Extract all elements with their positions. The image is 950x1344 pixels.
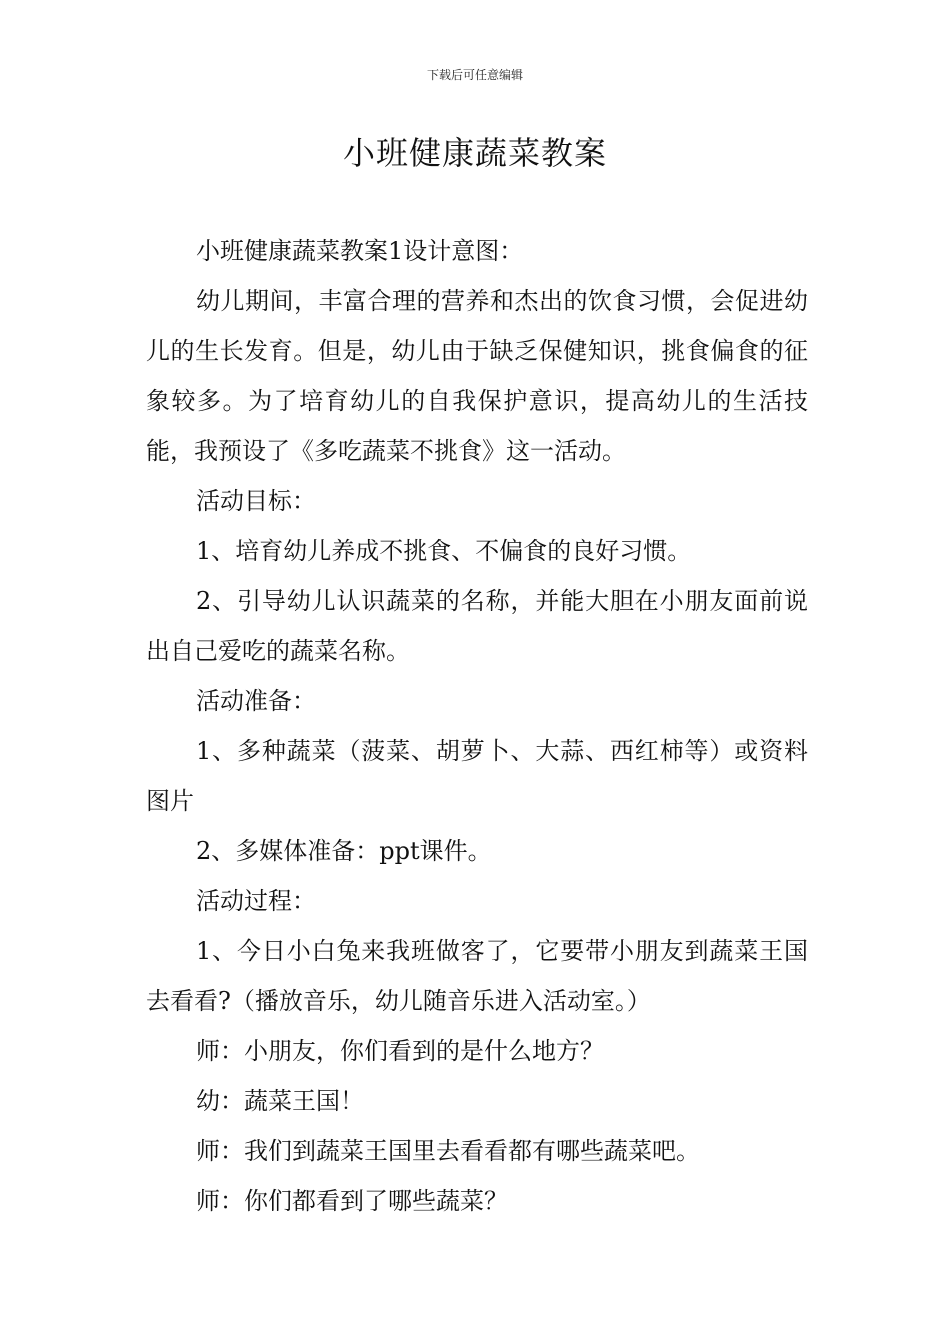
paragraph-preparation-1: 1、多种蔬菜（菠菜、胡萝卜、大蒜、西红柿等）或资料图片: [146, 737, 808, 815]
paragraph-dialogue-4: 师：你们都看到了哪些蔬菜？: [196, 1187, 508, 1215]
paragraph-preparation-2: 2、多媒体准备：ppt课件。: [196, 837, 492, 865]
paragraph-process-heading: 活动过程：: [196, 887, 316, 915]
paragraph-dialogue-1: 师：小朋友，你们看到的是什么地方？: [196, 1037, 604, 1065]
paragraph-preparation-heading: 活动准备：: [196, 687, 316, 715]
paragraph-design-intent: 幼儿期间，丰富合理的营养和杰出的饮食习惯，会促进幼儿的生长发育。但是，幼儿由于缺乏保健知识，挑食偏食的征象较多。为了培育幼儿的自我保护意识，提高幼儿的生活技能，我预设了《多吃蔬菜不挑食》这一活动。: [146, 287, 808, 465]
paragraph-process-1: 1、今日小白兔来我班做客了，它要带小朋友到蔬菜王国去看看?（播放音乐，幼儿随音乐进入活动室。）: [146, 937, 808, 1015]
paragraph-goal-2: 2、引导幼儿认识蔬菜的名称，并能大胆在小朋友面前说出自己爱吃的蔬菜名称。: [146, 587, 808, 665]
paragraph-goal-1: 1、培育幼儿养成不挑食、不偏食的良好习惯。: [196, 537, 692, 565]
paragraph-dialogue-2: 幼：蔬菜王国！: [196, 1087, 364, 1115]
header-note: 下载后可任意编辑: [426, 68, 523, 82]
paragraph-dialogue-3: 师：我们到蔬菜王国里去看看都有哪些蔬菜吧。: [196, 1137, 700, 1165]
paragraph-design-intent-heading: 小班健康蔬菜教案1设计意图：: [196, 237, 524, 265]
document-body: [146, 226, 808, 1226]
paragraph-goals-heading: 活动目标：: [196, 487, 316, 515]
document-title: 小班健康蔬菜教案: [342, 134, 607, 172]
